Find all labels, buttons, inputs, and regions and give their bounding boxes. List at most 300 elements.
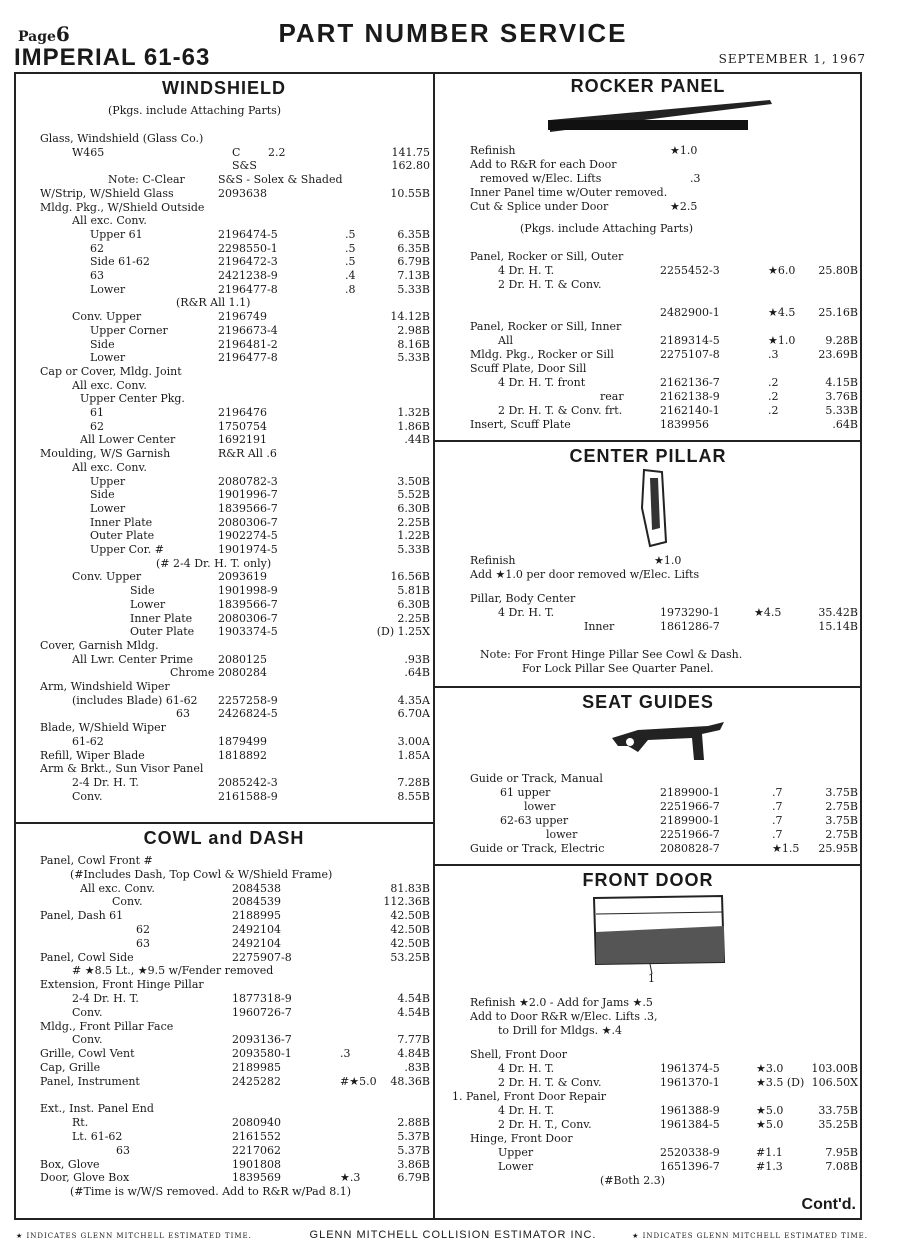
cowl-row-20-col-3: 5.37B (397, 1130, 430, 1143)
windshield-row-34-col-0: Lower (130, 597, 166, 611)
windshield-row-31-col-0: (# 2-4 Dr. H. T. only) (156, 556, 272, 570)
windshield-row-3-col-0: Note: C-Clear (108, 173, 185, 187)
rocker-row-2-col-1: .3 (690, 172, 701, 185)
windshield-row-15-col-4: 8.16B (397, 337, 430, 351)
rocker-row-12-col-3: 23.69B (818, 348, 858, 361)
windshield-row-22-col-4: .44B (404, 433, 430, 447)
cowl-row-7-col-0: Panel, Cowl Side (40, 950, 134, 964)
windshield-row-26-col-0: Side (90, 488, 115, 502)
windshield-row-16-col-1: 2196477-8 (218, 351, 278, 365)
windshield-row-21-col-4: 1.86B (397, 419, 430, 433)
windshield-row-28-col-4: 2.25B (397, 515, 430, 529)
cowl-row-3-col-0: Conv. (112, 895, 143, 909)
cowl-row-6-col-1: 2492104 (232, 936, 281, 950)
cowl-row-11-col-0: Conv. (72, 1005, 103, 1019)
windshield-row-42-col-4: 6.70A (397, 707, 430, 721)
windshield-row-14-col-0: Upper Corner (90, 323, 168, 337)
pillar-note-1: Note: For Front Hinge Pillar See Cowl & Dash. (480, 648, 743, 661)
seat-row-1-col-1: 2189900-1 (660, 786, 720, 799)
windshield-row-10-col-1: 2421238-9 (218, 269, 278, 282)
section-divider (434, 864, 862, 866)
windshield-row-25-col-4: 3.50B (397, 474, 430, 488)
windshield-row-13-col-1: 2196749 (218, 310, 267, 324)
seat-row-5-col-1: 2080828-7 (660, 842, 720, 855)
cowl-row-5-col-0: 62 (136, 923, 150, 936)
windshield-row-7-col-3: .5 (345, 227, 356, 241)
cowl-row-10-col-3: 4.54B (397, 992, 430, 1005)
rocker-row-9-col-1: 2482900-1 (660, 306, 720, 319)
rocker-row-16-col-2: .2 (768, 404, 779, 417)
windshield-row-47-col-4: 7.28B (397, 775, 430, 789)
cowl-row-21-col-0: 63 (116, 1143, 130, 1157)
windshield-row-27-col-0: Lower (90, 501, 126, 515)
rocker-row-14-col-2: .2 (768, 376, 779, 389)
windshield-row-8-col-3: .5 (345, 241, 356, 255)
rocker-row-7-col-2: ★6.0 (768, 264, 796, 277)
windshield-row-38-col-4: .93B (404, 652, 430, 666)
windshield-row-32-col-0: Conv. Upper (72, 570, 142, 584)
cowl-row-2-col-3: 81.83B (390, 881, 430, 895)
windshield-row-22-col-0: All Lower Center (80, 433, 176, 447)
rocker-row-16-col-3: 5.33B (825, 404, 858, 417)
cowl-row-9-col-0: Extension, Front Hinge Pillar (40, 978, 204, 992)
door-row-3-col-0: Shell, Front Door (470, 1048, 567, 1061)
rocker-row-11-col-3: 9.28B (825, 334, 858, 347)
cowl-row-15-col-1: 2189985 (232, 1061, 281, 1074)
windshield-row-28-col-0: Inner Plate (90, 515, 153, 529)
windshield-row-0-col-0: Glass, Windshield (Glass Co.) (40, 132, 204, 145)
windshield-row-23-col-1: R&R All .6 (218, 447, 277, 461)
windshield-row-20-col-4: 1.32B (397, 406, 430, 419)
pillar-row-3-col-0: 4 Dr. H. T. (498, 606, 555, 619)
door-row-11-col-2: #1.3 (756, 1160, 783, 1173)
windshield-row-36-col-0: Outer Plate (130, 625, 195, 639)
windshield-row-3-col-1: S&S - Solex & Shaded (218, 173, 343, 187)
rocker-row-6-col-0: Panel, Rocker or Sill, Outer (470, 250, 624, 263)
cowl-row-5-col-3: 42.50B (390, 923, 430, 936)
cowl-row-10-col-0: 2-4 Dr. H. T. (72, 992, 139, 1005)
rocker-row-12-col-2: .3 (768, 348, 779, 361)
windshield-row-40-col-0: Arm, Windshield Wiper (40, 680, 170, 693)
rocker-row-16-col-0: 2 Dr. H. T. & Conv. frt. (498, 404, 623, 417)
section-divider (14, 822, 434, 824)
seat-guide-illustration (608, 716, 728, 766)
rocker-row-10-col-0: Panel, Rocker or Sill, Inner (470, 320, 622, 333)
cowl-row-10-col-1: 1877318-9 (232, 992, 292, 1005)
rocker-row-17-col-1: 1839956 (660, 418, 709, 431)
door-callout-number: 1 (648, 972, 655, 985)
cowl-row-2-col-0: All exc. Conv. (80, 881, 155, 895)
cowl-row-18-col-0: Ext., Inst. Panel End (40, 1102, 154, 1116)
pillar-row-1-col-0: Add ★1.0 per door removed w/Elec. Lifts (470, 568, 700, 581)
cowl-row-23-col-2: ★.3 (340, 1171, 361, 1185)
seat-row-4-col-0: lower (546, 828, 578, 841)
windshield-row-15-col-1: 2196481-2 (218, 337, 278, 351)
rocker-row-3-col-0: Inner Panel time w/Outer removed. (470, 186, 668, 199)
windshield-row-10-col-4: 7.13B (397, 269, 430, 282)
windshield-row-38-col-0: All Lwr. Center Prime (72, 652, 194, 666)
cowl-row-13-col-1: 2093136-7 (232, 1033, 292, 1047)
windshield-row-21-col-1: 1750754 (218, 419, 267, 433)
door-row-8-col-1: 1961384-5 (660, 1118, 720, 1131)
rocker-row-1-col-0: Add to R&R for each Door (470, 158, 617, 171)
cowl-row-23-col-0: Door, Glove Box (40, 1171, 130, 1185)
windshield-row-37-col-0: Cover, Garnish Mldg. (40, 638, 159, 652)
cowl-row-6-col-3: 42.50B (390, 936, 430, 950)
windshield-row-2-col-1: S&S (232, 159, 257, 173)
windshield-row-1-col-1: C (232, 145, 241, 159)
cowl-row-13-col-3: 7.77B (397, 1033, 430, 1047)
footer-left: ★ INDICATES GLENN MITCHELL ESTIMATED TIME. (16, 1232, 252, 1240)
seat-row-5-col-2: ★1.5 (772, 842, 800, 855)
windshield-row-36-col-1: 1903374-5 (218, 625, 278, 639)
rocker-row-9-col-3: 25.16B (818, 306, 858, 319)
windshield-row-48-col-4: 8.55B (397, 789, 430, 803)
windshield-row-14-col-4: 2.98B (397, 323, 430, 337)
rocker-row-8-col-0: 2 Dr. H. T. & Conv. (498, 278, 602, 291)
cowl-row-23-col-3: 6.79B (397, 1171, 430, 1185)
footer-center: GLENN MITCHELL COLLISION ESTIMATOR INC. (309, 1229, 597, 1241)
windshield-row-28-col-1: 2080306-7 (218, 515, 278, 529)
windshield-row-30-col-0: Upper Cor. # (90, 543, 164, 556)
windshield-row-43-col-0: Blade, W/Shield Wiper (40, 721, 166, 735)
windshield-row-29-col-0: Outer Plate (90, 529, 155, 543)
windshield-row-21-col-0: 62 (90, 419, 104, 433)
seat-row-3-col-2: .7 (772, 814, 783, 827)
rocker-row-7-col-3: 25.80B (818, 264, 858, 277)
windshield-row-41-col-4: 4.35A (397, 693, 430, 707)
door-row-7-col-2: ★5.0 (756, 1104, 784, 1117)
pillar-row-4-col-0: Inner (584, 620, 615, 633)
windshield-row-27-col-1: 1839566-7 (218, 501, 278, 515)
cowl-row-3-col-1: 2084539 (232, 895, 281, 909)
windshield-row-14-col-1: 2196673-4 (218, 323, 278, 337)
door-row-1-col-0: Add to Door R&R w/Elec. Lifts .3, (470, 1010, 658, 1023)
section-title-rocker-panel: ROCKER PANEL (570, 76, 726, 96)
windshield-row-29-col-4: 1.22B (397, 529, 430, 543)
windshield-row-12-col-0: (R&R All 1.1) (176, 296, 251, 310)
footer-right: ★ INDICATES GLENN MITCHELL ESTIMATED TIME. (632, 1232, 868, 1240)
cowl-row-4-col-1: 2188995 (232, 909, 281, 923)
seat-row-4-col-3: 2.75B (825, 828, 858, 841)
door-row-4-col-1: 1961374-5 (660, 1062, 720, 1075)
door-row-7-col-3: 33.75B (818, 1104, 858, 1117)
seat-row-5-col-0: Guide or Track, Electric (470, 842, 605, 855)
door-row-8-col-2: ★5.0 (756, 1118, 784, 1131)
cowl-row-4-col-0: Panel, Dash 61 (40, 909, 124, 923)
windshield-row-47-col-0: 2-4 Dr. H. T. (72, 775, 139, 789)
windshield-row-1-col-2: 2.2 (268, 145, 286, 159)
windshield-row-9-col-3: .5 (345, 255, 356, 269)
rocker-row-5-col-0: (Pkgs. include Attaching Parts) (520, 222, 694, 235)
cowl-row-7-col-1: 2275907-8 (232, 950, 292, 964)
windshield-row-1-col-4: 141.75 (391, 145, 430, 159)
rocker-panel-illustration (540, 98, 780, 138)
door-row-2-col-0: to Drill for Mldgs. ★.4 (498, 1024, 622, 1037)
page-title: PART NUMBER SERVICE (278, 18, 628, 48)
pillar-row-4-col-3: 15.14B (818, 620, 858, 633)
windshield-row-22-col-1: 1692191 (218, 433, 267, 447)
door-row-5-col-2: ★3.5 (D) (756, 1076, 805, 1089)
door-row-8-col-0: 2 Dr. H. T., Conv. (498, 1118, 592, 1131)
cowl-row-19-col-3: 2.88B (397, 1116, 430, 1130)
door-row-5-col-1: 1961370-1 (660, 1076, 720, 1089)
windshield-row-27-col-4: 6.30B (397, 501, 430, 515)
center-pillar-illustration (636, 468, 672, 548)
door-row-10-col-3: 7.95B (825, 1146, 858, 1159)
publication-date: SEPTEMBER 1, 1967 (718, 52, 866, 66)
rocker-row-7-col-0: 4 Dr. H. T. (498, 264, 555, 277)
cowl-row-3-col-3: 112.36B (383, 895, 430, 909)
cowl-row-22-col-0: Box, Glove (40, 1157, 100, 1171)
rocker-row-14-col-3: 4.15B (825, 376, 858, 389)
cowl-row-20-col-0: Lt. 61-62 (72, 1130, 123, 1143)
rocker-row-11-col-2: ★1.0 (768, 334, 796, 347)
rocker-row-15-col-1: 2162138-9 (660, 390, 720, 403)
seat-row-2-col-3: 2.75B (825, 800, 858, 813)
rocker-row-7-col-1: 2255452-3 (660, 264, 720, 277)
windshield-row-35-col-0: Inner Plate (130, 611, 193, 625)
cowl-row-4-col-3: 42.50B (390, 909, 430, 923)
windshield-row-9-col-4: 6.79B (397, 255, 430, 269)
windshield-row-33-col-1: 1901998-9 (218, 584, 278, 598)
pillar-row-2-col-0: Pillar, Body Center (470, 592, 576, 605)
door-row-10-col-2: #1.1 (756, 1146, 783, 1159)
seat-row-1-col-2: .7 (772, 786, 783, 799)
rocker-row-13-col-0: Scuff Plate, Door Sill (470, 362, 587, 375)
seat-row-3-col-0: 62-63 upper (500, 814, 569, 827)
cowl-row-16-col-0: Panel, Instrument (40, 1074, 140, 1088)
section-title-front-door: FRONT DOOR (582, 870, 714, 890)
seat-row-0-col-0: Guide or Track, Manual (470, 772, 603, 785)
windshield-row-41-col-1: 2257258-9 (218, 693, 278, 707)
windshield-row-41-col-0: (includes Blade) 61-62 (72, 693, 198, 707)
windshield-row-46-col-0: Arm & Brkt., Sun Visor Panel (40, 762, 204, 776)
rocker-row-9-col-2: ★4.5 (768, 306, 796, 319)
windshield-row-4-col-1: 2093638 (218, 186, 267, 200)
seat-row-2-col-0: lower (524, 800, 556, 813)
cowl-row-16-col-3: 48.36B (390, 1074, 430, 1088)
cowl-row-21-col-1: 2217062 (232, 1143, 281, 1157)
section-title-windshield: WINDSHIELD (162, 78, 286, 98)
rocker-row-15-col-3: 3.76B (825, 390, 858, 403)
rocker-row-17-col-3: .64B (832, 418, 858, 431)
windshield-row-42-col-0: 63 (176, 707, 190, 721)
seat-row-4-col-2: .7 (772, 828, 783, 841)
cowl-row-6-col-0: 63 (136, 936, 150, 950)
windshield-row-36-col-4: (D) 1.25X (376, 625, 430, 639)
windshield-row-35-col-1: 2080306-7 (218, 611, 278, 625)
rocker-row-4-col-0: Cut & Splice under Door (470, 200, 609, 213)
cowl-row-13-col-0: Conv. (72, 1033, 103, 1047)
cowl-row-22-col-3: 3.86B (397, 1157, 430, 1171)
cowl-row-14-col-1: 2093580-1 (232, 1047, 292, 1061)
door-row-7-col-0: 4 Dr. H. T. (498, 1104, 555, 1117)
door-row-10-col-0: Upper (498, 1146, 534, 1159)
cowl-row-14-col-2: .3 (340, 1047, 351, 1061)
windshield-row-45-col-0: Refill, Wiper Blade (40, 748, 145, 762)
column-divider (433, 72, 435, 1220)
door-row-12-col-0: (#Both 2.3) (600, 1174, 666, 1187)
seat-row-1-col-0: 61 upper (500, 786, 551, 799)
windshield-row-17-col-0: Cap or Cover, Mldg. Joint (40, 364, 182, 378)
windshield-row-32-col-1: 2093619 (218, 570, 267, 584)
rocker-row-15-col-2: .2 (768, 390, 779, 403)
windshield-row-25-col-1: 2080782-3 (218, 474, 278, 488)
door-row-5-col-0: 2 Dr. H. T. & Conv. (498, 1076, 602, 1089)
windshield-row-16-col-4: 5.33B (397, 351, 430, 365)
windshield-row-30-col-1: 1901974-5 (218, 543, 278, 556)
door-row-11-col-3: 7.08B (825, 1160, 858, 1173)
cowl-row-8-col-0: # ★8.5 Lt., ★9.5 w/Fender removed (72, 964, 274, 978)
windshield-row-18-col-0: All exc. Conv. (72, 378, 147, 392)
windshield-row-29-col-1: 1902274-5 (218, 529, 278, 543)
seat-row-4-col-1: 2251966-7 (660, 828, 720, 841)
windshield-row-44-col-1: 1879499 (218, 734, 267, 748)
windshield-row-13-col-0: Conv. Upper (72, 310, 142, 324)
front-door-illustration (590, 892, 730, 976)
windshield-row-44-col-4: 3.00A (397, 734, 430, 748)
continued-label: Cont'd. (801, 1196, 856, 1213)
windshield-row-4-col-0: W/Strip, W/Shield Glass (40, 186, 174, 200)
windshield-row-48-col-1: 2161588-9 (218, 789, 278, 803)
door-row-6-col-0: 1. Panel, Front Door Repair (452, 1090, 607, 1103)
windshield-row-11-col-0: Lower (90, 282, 126, 296)
door-row-4-col-3: 103.00B (811, 1062, 858, 1075)
cowl-row-16-col-1: 2425282 (232, 1074, 281, 1088)
cowl-row-2-col-1: 2084538 (232, 881, 281, 895)
windshield-row-39-col-1: 2080284 (218, 666, 267, 680)
door-row-10-col-1: 2520338-9 (660, 1146, 720, 1159)
page-subtitle: IMPERIAL 61-63 (14, 44, 211, 71)
windshield-row-30-col-4: 5.33B (397, 543, 430, 556)
windshield-row-45-col-1: 1818892 (218, 748, 267, 762)
windshield-row-9-col-0: Side 61-62 (90, 255, 150, 269)
windshield-row-4-col-4: 10.55B (390, 186, 430, 200)
windshield-row-15-col-0: Side (90, 337, 115, 351)
windshield-row-10-col-0: 63 (90, 269, 104, 282)
windshield-note: (Pkgs. include Attaching Parts) (108, 104, 282, 117)
cowl-row-19-col-0: Rt. (72, 1116, 89, 1130)
rocker-row-11-col-1: 2189314-5 (660, 334, 720, 347)
seat-row-3-col-3: 3.75B (825, 814, 858, 827)
cowl-row-7-col-3: 53.25B (390, 950, 430, 964)
cowl-row-5-col-1: 2492104 (232, 923, 281, 936)
cowl-row-23-col-1: 1839569 (232, 1171, 281, 1185)
windshield-row-24-col-0: All exc. Conv. (72, 460, 147, 474)
cowl-row-20-col-1: 2161552 (232, 1130, 281, 1143)
rocker-row-12-col-1: 2275107-8 (660, 348, 720, 361)
windshield-row-23-col-0: Moulding, W/S Garnish (40, 447, 171, 461)
cowl-row-12-col-0: Mldg., Front Pillar Face (40, 1019, 174, 1033)
windshield-row-10-col-3: .4 (345, 269, 356, 282)
cowl-row-21-col-3: 5.37B (397, 1143, 430, 1157)
windshield-row-26-col-1: 1901996-7 (218, 488, 278, 502)
windshield-row-1-col-0: W465 (72, 145, 105, 159)
cowl-row-14-col-0: Grille, Cowl Vent (40, 1047, 135, 1061)
cowl-row-22-col-1: 1901808 (232, 1157, 281, 1171)
windshield-row-11-col-1: 2196477-8 (218, 282, 278, 296)
cowl-row-14-col-3: 4.84B (397, 1047, 430, 1061)
rocker-row-11-col-0: All (498, 334, 513, 347)
cowl-row-24-col-0: (#Time is w/W/S removed. Add to R&R w/Pad 8.1) (70, 1185, 352, 1199)
windshield-row-38-col-1: 2080125 (218, 652, 267, 666)
windshield-row-11-col-3: .8 (345, 282, 356, 296)
cowl-row-19-col-1: 2080940 (232, 1116, 281, 1130)
pillar-row-0-col-1: ★1.0 (654, 554, 682, 567)
windshield-row-20-col-1: 2196476 (218, 406, 267, 419)
windshield-row-44-col-0: 61-62 (72, 734, 104, 748)
windshield-row-35-col-4: 2.25B (397, 611, 430, 625)
windshield-row-11-col-4: 5.33B (397, 282, 430, 296)
windshield-row-7-col-4: 6.35B (397, 227, 430, 241)
cowl-row-16-col-2: #★5.0 (340, 1074, 377, 1088)
rocker-row-17-col-0: Insert, Scuff Plate (470, 418, 571, 431)
windshield-row-47-col-1: 2085242-3 (218, 775, 278, 789)
windshield-row-33-col-0: Side (130, 584, 155, 598)
rocker-row-2-col-0: removed w/Elec. Lifts (480, 172, 602, 185)
windshield-row-5-col-0: Mldg. Pkg., W/Shield Outside (40, 200, 205, 214)
rocker-row-12-col-0: Mldg. Pkg., Rocker or Sill (470, 348, 614, 361)
pillar-row-4-col-1: 1861286-7 (660, 620, 720, 633)
windshield-row-32-col-4: 16.56B (390, 570, 430, 584)
door-row-7-col-1: 1961388-9 (660, 1104, 720, 1117)
rocker-row-4-col-1: ★2.5 (670, 200, 698, 213)
rocker-row-14-col-1: 2162136-7 (660, 376, 720, 389)
rocker-row-15-col-0: rear (600, 390, 624, 403)
pillar-note-2: For Lock Pillar See Quarter Panel. (522, 662, 714, 675)
windshield-row-7-col-0: Upper 61 (90, 227, 143, 241)
cowl-row-0-col-0: Panel, Cowl Front # (40, 854, 153, 867)
windshield-row-20-col-0: 61 (90, 406, 104, 419)
door-row-4-col-0: 4 Dr. H. T. (498, 1062, 555, 1075)
cowl-row-11-col-1: 1960726-7 (232, 1005, 292, 1019)
windshield-row-48-col-0: Conv. (72, 789, 103, 803)
windshield-row-19-col-0: Upper Center Pkg. (80, 392, 185, 406)
section-divider (434, 686, 862, 688)
door-row-11-col-1: 1651396-7 (660, 1160, 720, 1173)
windshield-row-6-col-0: All exc. Conv. (72, 214, 147, 228)
rocker-row-0-col-1: ★1.0 (670, 144, 698, 157)
windshield-row-34-col-1: 1839566-7 (218, 597, 278, 611)
cowl-row-11-col-3: 4.54B (397, 1005, 430, 1019)
cowl-row-15-col-3: .83B (404, 1061, 430, 1074)
cowl-row-15-col-0: Cap, Grille (40, 1061, 101, 1074)
door-row-9-col-0: Hinge, Front Door (470, 1132, 573, 1145)
windshield-row-9-col-1: 2196472-3 (218, 255, 278, 269)
windshield-row-16-col-0: Lower (90, 351, 126, 365)
pillar-row-3-col-3: 35.42B (818, 606, 858, 619)
cowl-row-1-col-0: (#Includes Dash, Top Cowl & W/Shield Frame) (70, 867, 333, 881)
seat-row-1-col-3: 3.75B (825, 786, 858, 799)
seat-row-5-col-3: 25.95B (818, 842, 858, 855)
section-title-seat-guides: SEAT GUIDES (582, 692, 714, 712)
windshield-row-33-col-4: 5.81B (397, 584, 430, 598)
door-row-5-col-3: 106.50X (811, 1076, 858, 1089)
door-row-0-col-0: Refinish ★2.0 - Add for Jams ★.5 (470, 996, 653, 1009)
windshield-row-26-col-4: 5.52B (397, 488, 430, 502)
seat-row-2-col-1: 2251966-7 (660, 800, 720, 813)
rocker-row-0-col-0: Refinish (470, 144, 516, 157)
windshield-row-34-col-4: 6.30B (397, 597, 430, 611)
windshield-row-8-col-4: 6.35B (397, 241, 430, 255)
door-row-4-col-2: ★3.0 (756, 1062, 784, 1075)
windshield-row-39-col-4: .64B (404, 666, 430, 680)
page-number: Page6 (18, 22, 70, 46)
windshield-row-25-col-0: Upper (90, 474, 126, 488)
door-row-8-col-3: 35.25B (818, 1118, 858, 1131)
rocker-row-14-col-0: 4 Dr. H. T. front (498, 376, 586, 389)
